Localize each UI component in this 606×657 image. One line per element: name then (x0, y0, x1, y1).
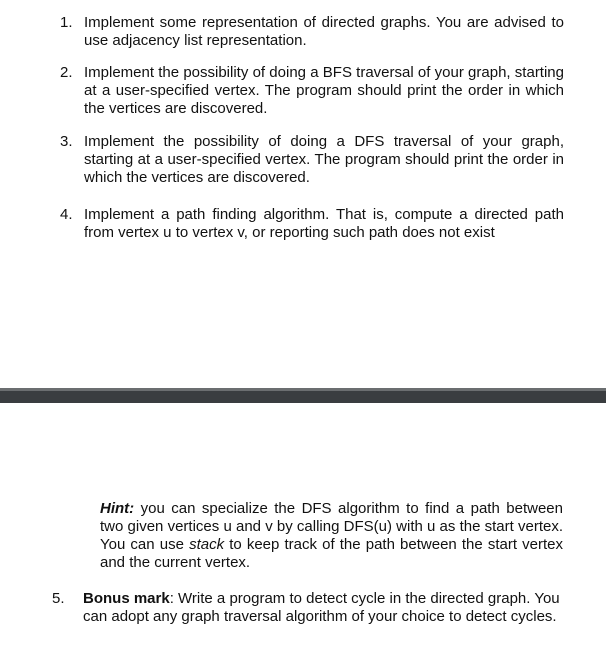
list-item-text: Implement the possibility of doing a DFS traversal of your graph, starting at a user-specified vertex. The program should print the order in which the vertices are discovered. (84, 133, 564, 186)
bonus-item (52, 590, 572, 626)
bonus-text: : Write a program to detect cycle in the directed graph. You can adopt any graph traversal algorithm of your choice to detect cycles. (83, 590, 560, 625)
list-item-text: Implement the possibility of doing a BFS traversal of your graph, starting at a user-specified vertex. The program should print the order in which the vertices are discovered. (84, 64, 564, 117)
list-item-number: 2. (60, 64, 73, 81)
list-item-text: Implement some representation of directed graphs. You are advised to use adjacency list representation. (84, 14, 564, 49)
page-divider (0, 391, 606, 403)
list-item-2 (60, 64, 564, 118)
hint-text-before: you can specialize the DFS algorithm to find a path between two given vertices u and v by calling DFS(u) with u as the start vertex. You can use (100, 500, 563, 553)
list-item-number: 4. (60, 206, 73, 223)
list-item-3 (60, 133, 564, 187)
list-item-number: 1. (60, 14, 73, 31)
hint-text-after: to keep track of the path between the start vertex and the current vertex. (100, 536, 564, 571)
list-item-number: 3. (60, 133, 73, 150)
bonus-text-block (83, 590, 572, 626)
list-item-text: Implement a path finding algorithm. That is, compute a directed path from vertex u to vertex v, or reporting such path does not exist (84, 206, 564, 241)
list-item-1 (60, 14, 564, 50)
hint-emphasis: stack (189, 536, 225, 553)
bonus-number: 5. (52, 590, 65, 607)
hint-paragraph (100, 500, 563, 572)
list-item-4 (60, 206, 564, 242)
bonus-label: Bonus mark (83, 590, 170, 607)
hint-label: Hint: (100, 500, 135, 517)
